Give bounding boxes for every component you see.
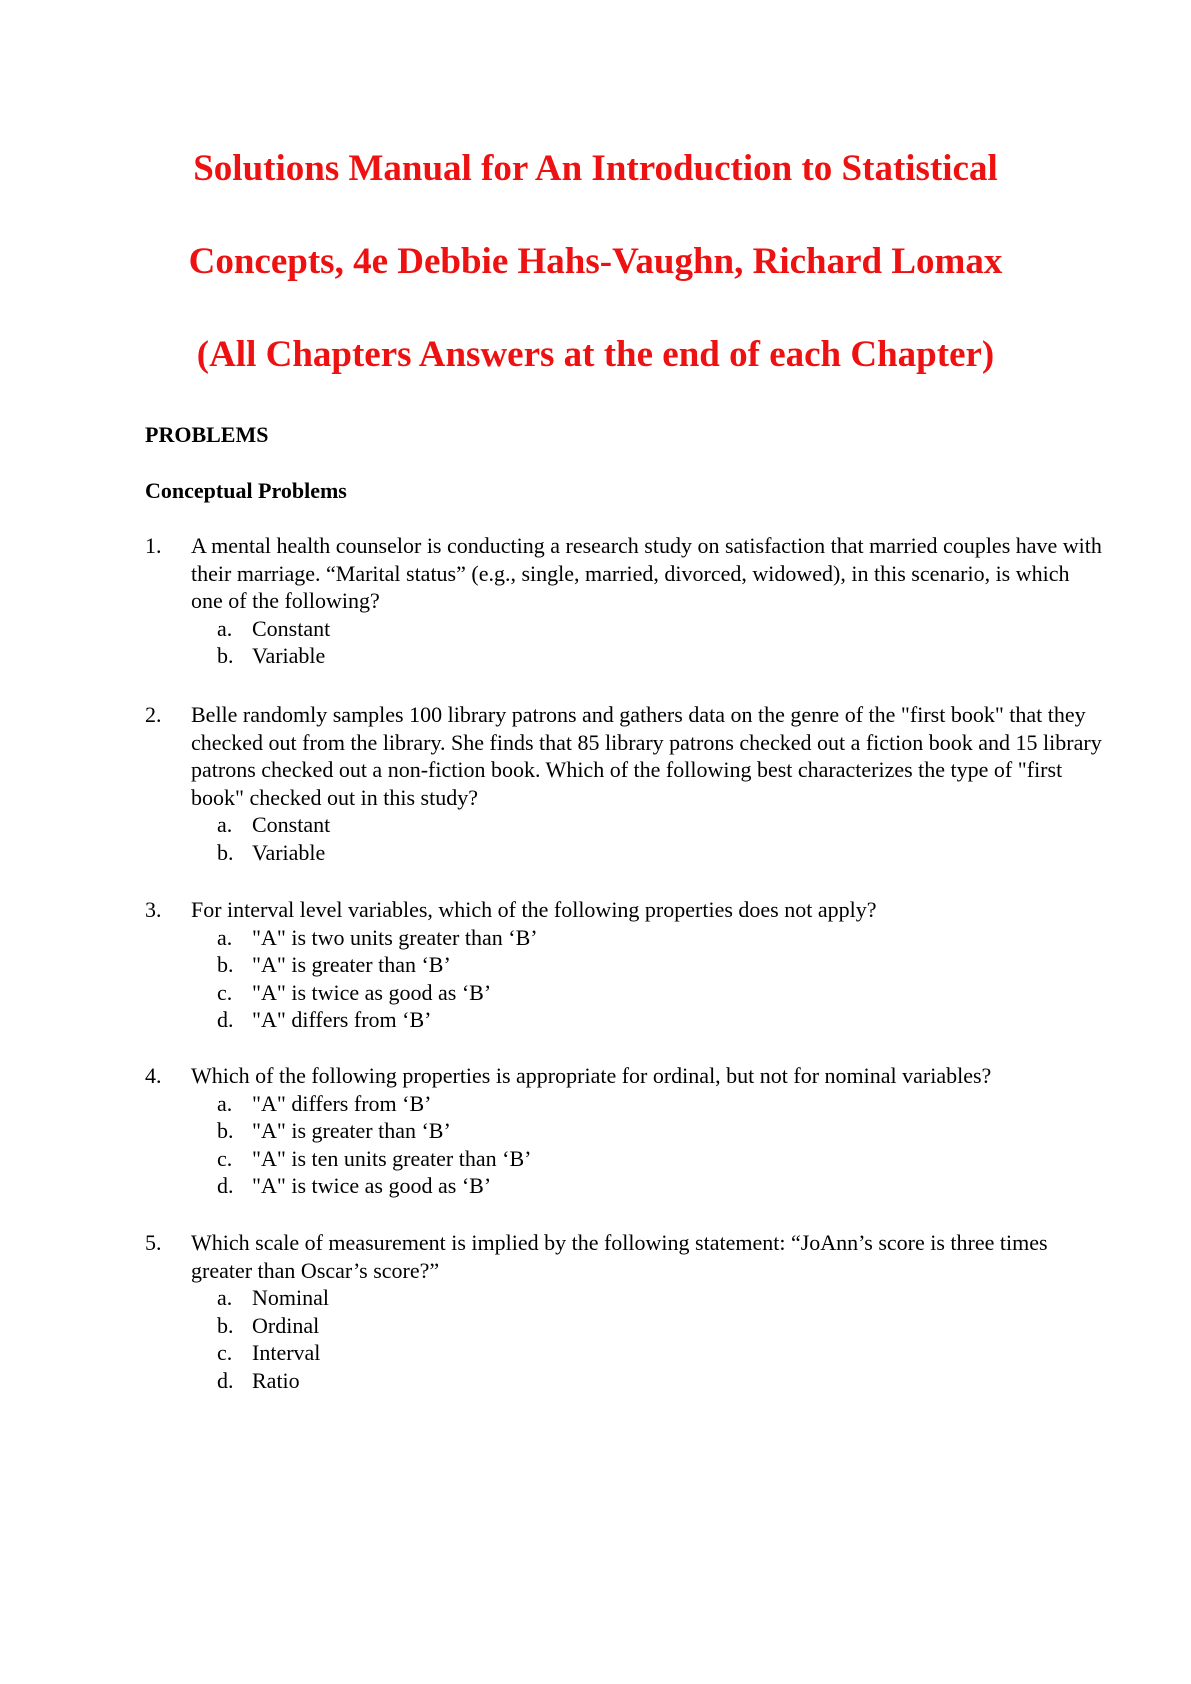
question-text: Which scale of measurement is implied by the following statement: “JoAnn’s score is three times greater than Oscar’s score?” <box>191 1230 1048 1283</box>
option-text: Nominal <box>252 1285 329 1310</box>
section-heading: PROBLEMS <box>145 422 269 447</box>
answer-option <box>145 811 1105 839</box>
question-text: A mental health counselor is conducting a research study on satisfaction that married couples have with their marriage. “Marital status” (e.g., single, married, divorced, widowed), in this scenario, is which one of the following? <box>191 533 1102 613</box>
question-text: Which of the following properties is appropriate for ordinal, but not for nominal variables? <box>191 1063 992 1088</box>
answer-option <box>145 615 1105 643</box>
answer-options <box>145 615 1105 670</box>
answer-option <box>145 642 1105 670</box>
option-letter: d. <box>217 1367 234 1393</box>
option-letter: b. <box>217 643 234 668</box>
answer-option <box>145 839 1105 867</box>
option-text: "A" differs from ‘B’ <box>252 1007 432 1032</box>
subsection-heading: Conceptual Problems <box>145 478 347 503</box>
answer-option <box>145 951 1105 979</box>
answer-option <box>145 1117 1105 1145</box>
option-text: "A" is twice as good as ‘B’ <box>252 979 492 1005</box>
option-text: Constant <box>252 615 331 641</box>
answer-option <box>145 1339 1105 1367</box>
option-text: "A" is ten units greater than ‘B’ <box>252 1145 532 1171</box>
option-letter: a. <box>217 615 233 641</box>
answer-options <box>145 1284 1105 1394</box>
option-letter: d. <box>217 1007 234 1032</box>
option-text: "A" differs from ‘B’ <box>252 1090 432 1116</box>
question-number: 5. <box>145 1230 162 1255</box>
answer-option <box>145 1006 1105 1034</box>
question-3 <box>145 896 1105 1034</box>
option-text: "A" is twice as good as ‘B’ <box>252 1173 492 1198</box>
option-letter: b. <box>217 1312 234 1338</box>
option-letter: d. <box>217 1173 234 1198</box>
answer-option <box>145 924 1105 952</box>
question-number: 3. <box>145 897 162 922</box>
option-letter: c. <box>217 1145 233 1171</box>
option-text: "A" is two units greater than ‘B’ <box>252 924 538 950</box>
answer-options <box>145 924 1105 1034</box>
question-number: 2. <box>145 702 162 727</box>
option-letter: a. <box>217 1285 233 1310</box>
question-number: 4. <box>145 1063 162 1088</box>
answer-option <box>145 979 1105 1007</box>
option-letter: c. <box>217 1340 233 1365</box>
question-4 <box>145 1062 1105 1200</box>
document-title-line-2: Concepts, 4e Debbie Hahs-Vaughn, Richard Lomax <box>188 241 1003 282</box>
answer-option <box>145 1312 1105 1340</box>
option-text: "A" is greater than ‘B’ <box>252 1118 451 1143</box>
question-text: For interval level variables, which of the following properties does not apply? <box>191 897 877 922</box>
option-text: Constant <box>252 812 331 837</box>
answer-option <box>145 1367 1105 1395</box>
option-text: Ratio <box>252 1367 300 1393</box>
option-letter: b. <box>217 952 234 977</box>
option-letter: b. <box>217 839 234 865</box>
option-letter: a. <box>217 812 233 837</box>
answer-options <box>145 811 1105 866</box>
option-text: Ordinal <box>252 1312 320 1338</box>
question-5 <box>145 1229 1105 1394</box>
option-letter: b. <box>217 1118 234 1143</box>
option-letter: a. <box>217 924 233 950</box>
option-letter: c. <box>217 979 233 1005</box>
answer-option <box>145 1090 1105 1118</box>
answer-options <box>145 1090 1105 1200</box>
document-title-line-3: (All Chapters Answers at the end of each Chapter) <box>196 334 995 375</box>
option-text: "A" is greater than ‘B’ <box>252 952 451 977</box>
option-text: Interval <box>252 1340 321 1365</box>
question-text: Belle randomly samples 100 library patrons and gathers data on the genre of the "first book" that they checked out from the library. She finds that 85 library patrons checked out a fiction book and 15 library patrons checked out a non-fiction book. Which of the following best characterizes the type of "first book" checked out in this study? <box>191 702 1102 810</box>
question-number: 1. <box>145 533 162 558</box>
answer-option <box>145 1172 1105 1200</box>
question-1 <box>145 532 1105 670</box>
answer-option <box>145 1145 1105 1173</box>
question-2 <box>145 701 1105 866</box>
answer-option <box>145 1284 1105 1312</box>
option-text: Variable <box>252 643 326 668</box>
option-letter: a. <box>217 1090 233 1116</box>
document-title-line-1: Solutions Manual for An Introduction to Statistical <box>193 148 998 189</box>
option-text: Variable <box>252 839 326 865</box>
